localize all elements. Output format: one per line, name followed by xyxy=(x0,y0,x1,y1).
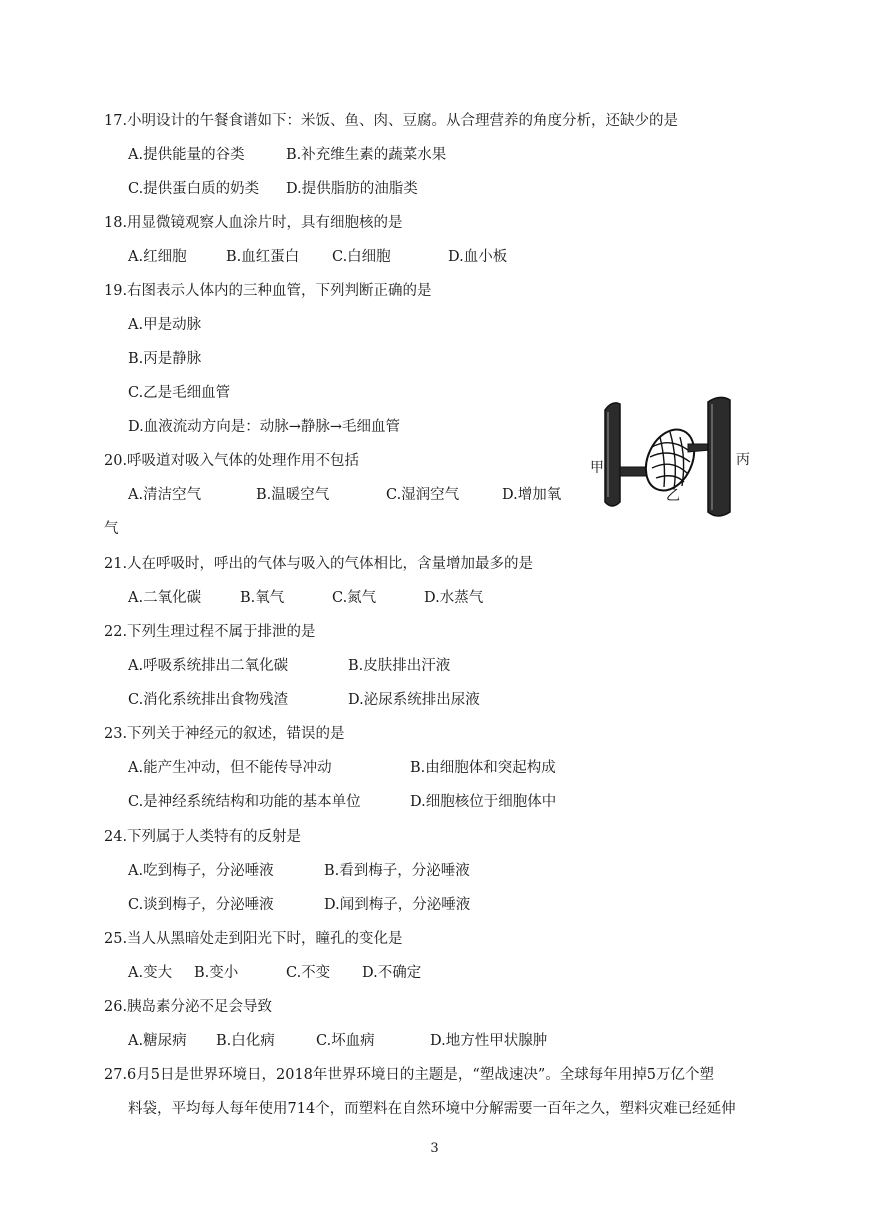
option-d: D.泌尿系统排出尿液 xyxy=(348,692,480,708)
vessel-jia-tube xyxy=(605,403,620,506)
option-d: D.闻到梅子，分泌唾液 xyxy=(324,897,471,913)
option-c: C.消化系统排出食物残渣 xyxy=(128,692,289,708)
option-b: B.看到梅子，分泌唾液 xyxy=(324,863,470,879)
option-c: C.提供蛋白质的奶类 xyxy=(128,181,260,197)
option-d: D.水蒸气 xyxy=(424,590,484,606)
page-number: 3 xyxy=(430,1141,439,1156)
option-c: C.谈到梅子，分泌唾液 xyxy=(128,897,274,913)
option-a: A.糖尿病 xyxy=(128,1033,187,1049)
label-bing: 丙 xyxy=(736,452,750,468)
vessel-bing-tube xyxy=(708,397,730,516)
option-c: C.氮气 xyxy=(332,590,377,606)
question-22-stem: 22.下列生理过程不属于排泄的是 xyxy=(104,624,316,640)
option-b: B.皮肤排出汗液 xyxy=(348,658,451,674)
option-a: A.变大 xyxy=(128,965,173,981)
option-b: B.血红蛋白 xyxy=(226,249,300,265)
option-c: C.不变 xyxy=(286,965,331,981)
question-24-stem: 24.下列属于人类特有的反射是 xyxy=(104,829,302,845)
question-27-stem: 27.6月5日是世界环境日，2018年世界环境日的主题是，“塑战速决”。全球每年用掉5万亿个塑 xyxy=(104,1067,714,1083)
option-d: D.细胞核位于细胞体中 xyxy=(410,794,557,810)
option-a: A.红细胞 xyxy=(128,249,187,265)
option-b: B.由细胞体和突起构成 xyxy=(410,760,556,776)
question-23-stem: 23.下列关于神经元的叙述，错误的是 xyxy=(104,726,345,742)
question-20-wrap: 气 xyxy=(104,521,119,537)
option-c: C.坏血病 xyxy=(316,1033,375,1049)
label-yi: 乙 xyxy=(666,488,680,504)
blood-vessel-figure xyxy=(590,392,780,522)
option-a: A.呼吸系统排出二氧化碳 xyxy=(128,658,289,674)
option-a: A.清洁空气 xyxy=(128,487,202,503)
question-17-stem: 17.小明设计的午餐食谱如下：米饭、鱼、肉、豆腐。从合理营养的角度分析，还缺少的是 xyxy=(104,113,679,129)
option-b: B.丙是静脉 xyxy=(128,351,202,367)
option-c: C.是神经系统结构和功能的基本单位 xyxy=(128,794,361,810)
blood-vessel-diagram xyxy=(590,392,780,522)
option-b: B.变小 xyxy=(194,965,239,981)
question-19-stem: 19.右图表示人体内的三种血管，下列判断正确的是 xyxy=(104,283,432,299)
question-25-stem: 25.当人从黑暗处走到阳光下时，瞳孔的变化是 xyxy=(104,931,403,947)
option-c: C.白细胞 xyxy=(332,249,391,265)
option-d: D.血小板 xyxy=(448,249,508,265)
question-27-continuation: 料袋，平均每人每年使用714个，而塑料在自然环境中分解需要一百年之久，塑料灾难已经延伸 xyxy=(128,1101,736,1117)
option-c: C.乙是毛细血管 xyxy=(128,385,231,401)
option-d: D.地方性甲状腺肿 xyxy=(430,1033,548,1049)
option-c: C.湿润空气 xyxy=(386,487,460,503)
option-d: D.不确定 xyxy=(362,965,422,981)
option-d: D.增加氧 xyxy=(502,487,562,503)
option-a: A.吃到梅子，分泌唾液 xyxy=(128,863,274,879)
question-20-stem: 20.呼吸道对吸入气体的处理作用不包括 xyxy=(104,453,360,469)
option-b: B.补充维生素的蔬菜水果 xyxy=(286,147,447,163)
option-a: A.能产生冲动，但不能传导冲动 xyxy=(128,760,332,776)
option-a: A.二氧化碳 xyxy=(128,590,202,606)
option-a: A.提供能量的谷类 xyxy=(128,147,245,163)
question-18-stem: 18.用显微镜观察人血涂片时，具有细胞核的是 xyxy=(104,215,403,231)
option-b: B.温暖空气 xyxy=(256,487,330,503)
option-b: B.氧气 xyxy=(240,590,285,606)
capillary-net-icon xyxy=(637,422,704,499)
option-d: D.提供脂肪的油脂类 xyxy=(286,181,418,197)
question-21-stem: 21.人在呼吸时，呼出的气体与吸入的气体相比，含量增加最多的是 xyxy=(104,556,534,572)
option-b: B.白化病 xyxy=(216,1033,275,1049)
option-d: D.血液流动方向是：动脉→静脉→毛细血管 xyxy=(128,419,401,435)
option-a: A.甲是动脉 xyxy=(128,317,202,333)
label-jia: 甲 xyxy=(590,460,604,476)
question-26-stem: 26.胰岛素分泌不足会导致 xyxy=(104,999,273,1015)
